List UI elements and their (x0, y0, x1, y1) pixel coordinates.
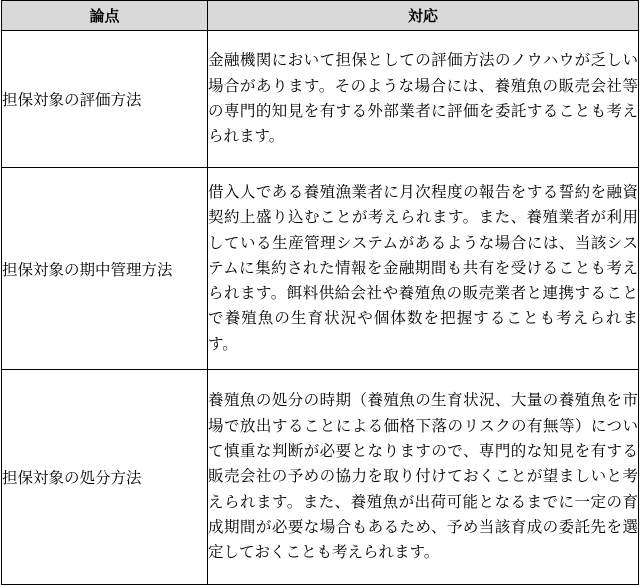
topic-cell: 担保対象の期中管理方法 (2, 168, 208, 370)
table-header-row (2, 1, 639, 31)
header-response: 対応 (208, 1, 639, 31)
response-cell: 金融機関において担保としての評価方法のノウハウが乏しい場合があります。そのような場合には、養殖魚の販売会社等の専門的知見を有する外部業者に評価を委託することも考えられます。 (208, 31, 639, 168)
topic-cell: 担保対象の処分方法 (2, 370, 208, 585)
topic-cell: 担保対象の評価方法 (2, 31, 208, 168)
table-row (2, 31, 639, 168)
table-row (2, 168, 639, 370)
table-row (2, 370, 639, 585)
response-cell: 養殖魚の処分の時期（養殖魚の生育状況、大量の養殖魚を市場で放出することによる価格下落のリスクの有無等）について慎重な判断が必要となりますので、専門的な知見を有する販売会社の予めの協力を取り付けておくことが望ましいと考えられます。また、養殖魚が出荷可能となるまでに一定の育成期間が必要な場合もあるため、予め当該育成の委託先を選定しておくことも考えられます。 (208, 370, 639, 585)
header-topic: 論点 (2, 1, 208, 31)
issues-table (1, 0, 639, 585)
response-cell: 借入人である養殖漁業者に月次程度の報告をする誓約を融資契約上盛り込むことが考えられます。また、養殖業者が利用している生産管理システムがあるような場合には、当該システムに集約された情報を金融期間も共有を受けることも考えられます。餌料供給会社や養殖魚の販売業者と連携することで養殖魚の生育状況や個体数を把握することも考えられます。 (208, 168, 639, 370)
